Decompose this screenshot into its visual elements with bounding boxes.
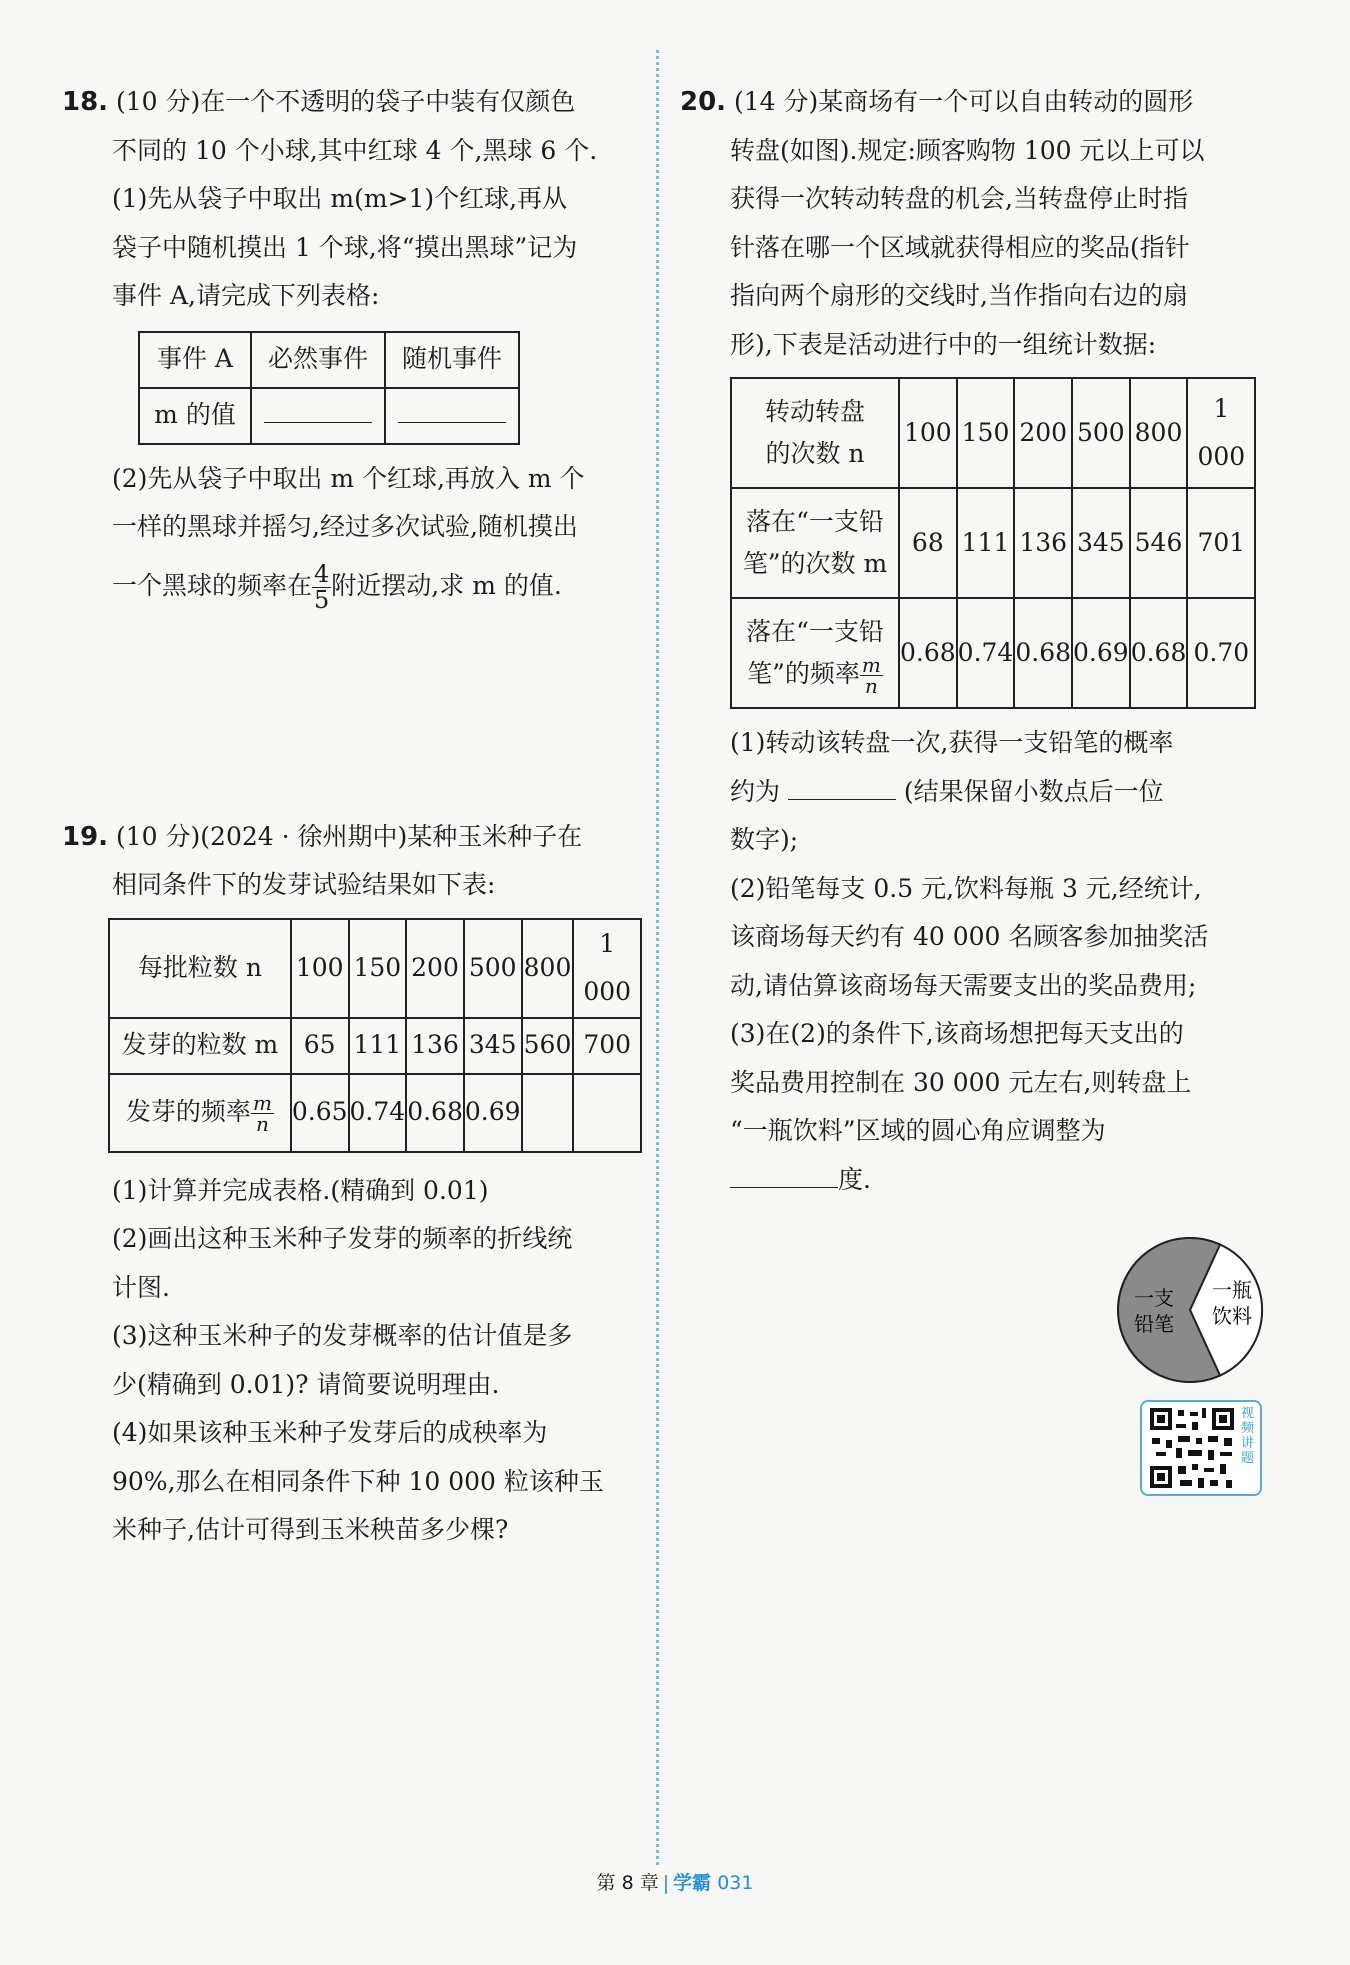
fraction: $\frac{m}{n}$	[861, 652, 881, 698]
question-text: 不同的 10 个小球,其中红球 4 个,黑球 6 个.	[112, 135, 598, 165]
question-number: 19.	[62, 821, 109, 852]
table-row-label: 落在“一支铅 笔”的频率 $\frac{m}{n}$	[731, 598, 899, 708]
spinner-figure	[1110, 1235, 1270, 1385]
table-cell: 0.74	[957, 598, 1015, 708]
pencil-label: 铅笔	[1134, 1312, 1174, 1336]
page-number: 031	[717, 1872, 754, 1894]
qr-code-box[interactable]	[1140, 1400, 1262, 1496]
part-2-text: (2)铅笔每支 0.5 元,饮料每瓶 3 元,经统计,	[730, 873, 1202, 903]
column-divider	[656, 50, 659, 1865]
question-text: (14 分)某商场有一个可以自由转动的圆形	[734, 87, 1194, 116]
answer-blank-cell[interactable]	[251, 388, 385, 444]
pencil-label: 一支	[1134, 1286, 1174, 1310]
part-1-text: 事件 A,请完成下列表格:	[112, 281, 380, 310]
table-row-label: 落在“一支铅 笔”的次数 m	[731, 488, 899, 598]
table-cell: 0.68	[406, 1074, 464, 1152]
table-cell: 345	[1072, 488, 1130, 598]
table-row-label: 发芽的粒数 m	[109, 1018, 291, 1074]
question-18	[62, 78, 642, 613]
answer-blank[interactable]	[730, 1159, 838, 1188]
table-cell: 100	[291, 919, 349, 1018]
table-cell: 150	[349, 919, 407, 1018]
question-text: 指向两个扇形的交线时,当作指向右边的扇	[730, 281, 1188, 310]
part-2-text: 一个黑球的频率在 $\frac{4}{5}$ 附近摆动,求 m 的值.	[112, 559, 562, 614]
part-3-text: “一瓶饮料”区域的圆心角应调整为	[730, 1116, 1106, 1145]
question-text: 转盘(如图).规定:顾客购物 100 元以上可以	[730, 135, 1205, 165]
table-cell: 0.68	[899, 598, 957, 708]
table-cell: 700	[573, 1018, 641, 1074]
question-20	[680, 78, 1265, 1204]
drink-label: 饮料	[1212, 1304, 1252, 1328]
spinner-stats-table	[730, 377, 1256, 709]
table-cell: 150	[957, 378, 1015, 488]
fraction: $\frac{m}{n}$	[252, 1091, 272, 1137]
chapter-label: 第 8 章	[596, 1872, 659, 1894]
table-cell: 1 000	[573, 919, 641, 1018]
page-footer	[0, 1868, 1350, 1895]
drink-label: 一瓶	[1212, 1278, 1252, 1302]
part-2-text: (2)画出这种玉米种子发芽的频率的折线统	[112, 1224, 573, 1253]
table-cell: 100	[899, 378, 957, 488]
table-row-label: 转动转盘 的次数 n	[731, 378, 899, 488]
table-cell: 800	[522, 919, 574, 1018]
table-cell: 800	[1130, 378, 1188, 488]
part-1-text: 数字);	[730, 825, 799, 854]
part-2-text: 计图.	[112, 1272, 170, 1302]
part-4-text: (4)如果该种玉米种子发芽后的成秧率为	[112, 1418, 548, 1447]
part-1-text: (1)计算并完成表格.(精确到 0.01)	[112, 1175, 489, 1205]
part-1-text: 约为 (结果保留小数点后一位	[680, 768, 1265, 817]
part-3-text: (3)在(2)的条件下,该商场想把每天支出的	[730, 1019, 1184, 1048]
part-1-text: (1)转动该转盘一次,获得一支铅笔的概率	[730, 728, 1174, 757]
right-column	[680, 78, 1265, 1204]
part-2-text: 一样的黑球并摇匀,经过多次试验,随机摸出	[112, 512, 578, 541]
table-cell: 0.68	[1130, 598, 1188, 708]
table-cell: 345	[464, 1018, 522, 1074]
table-cell: 701	[1187, 488, 1255, 598]
table-cell: 200	[406, 919, 464, 1018]
table-row-label: 每批粒数 n	[109, 919, 291, 1018]
question-number: 18.	[62, 87, 109, 117]
germination-table	[108, 918, 642, 1153]
question-number: 20.	[680, 87, 727, 117]
qr-code-icon[interactable]	[1146, 1404, 1238, 1492]
part-3-text: 少(精确到 0.01)? 请简要说明理由.	[112, 1369, 500, 1399]
table-row-label: m 的值	[139, 388, 251, 444]
part-3-text: 奖品费用控制在 30 000 元左右,则转盘上	[730, 1067, 1192, 1097]
question-text: (10 分)(2024 · 徐州期中)某种玉米种子在	[116, 821, 583, 851]
table-cell-empty[interactable]	[522, 1074, 574, 1152]
question-text: 相同条件下的发芽试验结果如下表:	[112, 870, 496, 899]
fraction: $\frac{4}{5}$	[314, 559, 330, 614]
table-cell: 500	[464, 919, 522, 1018]
table-cell: 68	[899, 488, 957, 598]
question-text: 形),下表是活动进行中的一组统计数据:	[730, 329, 1157, 359]
table-cell-empty[interactable]	[573, 1074, 641, 1152]
left-column	[62, 78, 642, 1555]
table-header-cell: 事件 A	[139, 332, 251, 388]
part-2-text: (2)先从袋子中取出 m 个红球,再放入 m 个	[112, 463, 585, 493]
footer-separator: |	[662, 1872, 670, 1894]
part-4-text: 米种子,估计可得到玉米秧苗多少棵?	[112, 1515, 509, 1544]
table-cell: 0.69	[464, 1074, 522, 1152]
table-cell: 0.74	[349, 1074, 407, 1152]
table-header-cell: 随机事件	[385, 332, 519, 388]
table-row-label: 发芽的频率 $\frac{m}{n}$	[109, 1074, 291, 1152]
table-cell: 65	[291, 1018, 349, 1074]
part-2-text: 该商场每天约有 40 000 名顾客参加抽奖活	[730, 922, 1209, 951]
table-cell: 560	[522, 1018, 574, 1074]
table-cell: 546	[1130, 488, 1188, 598]
table-header-cell: 必然事件	[251, 332, 385, 388]
table-cell: 136	[406, 1018, 464, 1074]
question-text: (10 分)在一个不透明的袋子中装有仅颜色	[116, 87, 576, 116]
part-3-text: (3)这种玉米种子的发芽概率的估计值是多	[112, 1321, 573, 1350]
qr-label: 视频讲题	[1241, 1406, 1255, 1466]
part-1-text: 袋子中随机摸出 1 个球,将“摸出黑球”记为	[112, 232, 578, 262]
part-2-text: 动,请估算该商场每天需要支出的奖品费用;	[730, 970, 1197, 1000]
answer-blank[interactable]	[788, 771, 896, 800]
answer-blank-cell[interactable]	[385, 388, 519, 444]
question-text: 针落在哪一个区域就获得相应的奖品(指针	[730, 232, 1190, 262]
part-1-text: (1)先从袋子中取出 m(m>1)个红球,再从	[112, 184, 568, 213]
table-cell: 0.65	[291, 1074, 349, 1152]
brand-logo: 学霸	[673, 1872, 712, 1894]
event-table	[138, 331, 520, 445]
table-cell: 0.68	[1014, 598, 1072, 708]
table-cell: 0.70	[1187, 598, 1255, 708]
question-text: 获得一次转动转盘的机会,当转盘停止时指	[730, 184, 1188, 213]
question-19	[62, 813, 642, 1555]
part-3-text: 度.	[680, 1156, 1265, 1205]
part-4-text: 90%,那么在相同条件下种 10 000 粒该种玉	[112, 1466, 604, 1496]
table-cell: 111	[957, 488, 1015, 598]
table-cell: 0.69	[1072, 598, 1130, 708]
table-cell: 500	[1072, 378, 1130, 488]
table-cell: 1 000	[1187, 378, 1255, 488]
table-cell: 136	[1014, 488, 1072, 598]
table-cell: 111	[349, 1018, 407, 1074]
table-cell: 200	[1014, 378, 1072, 488]
